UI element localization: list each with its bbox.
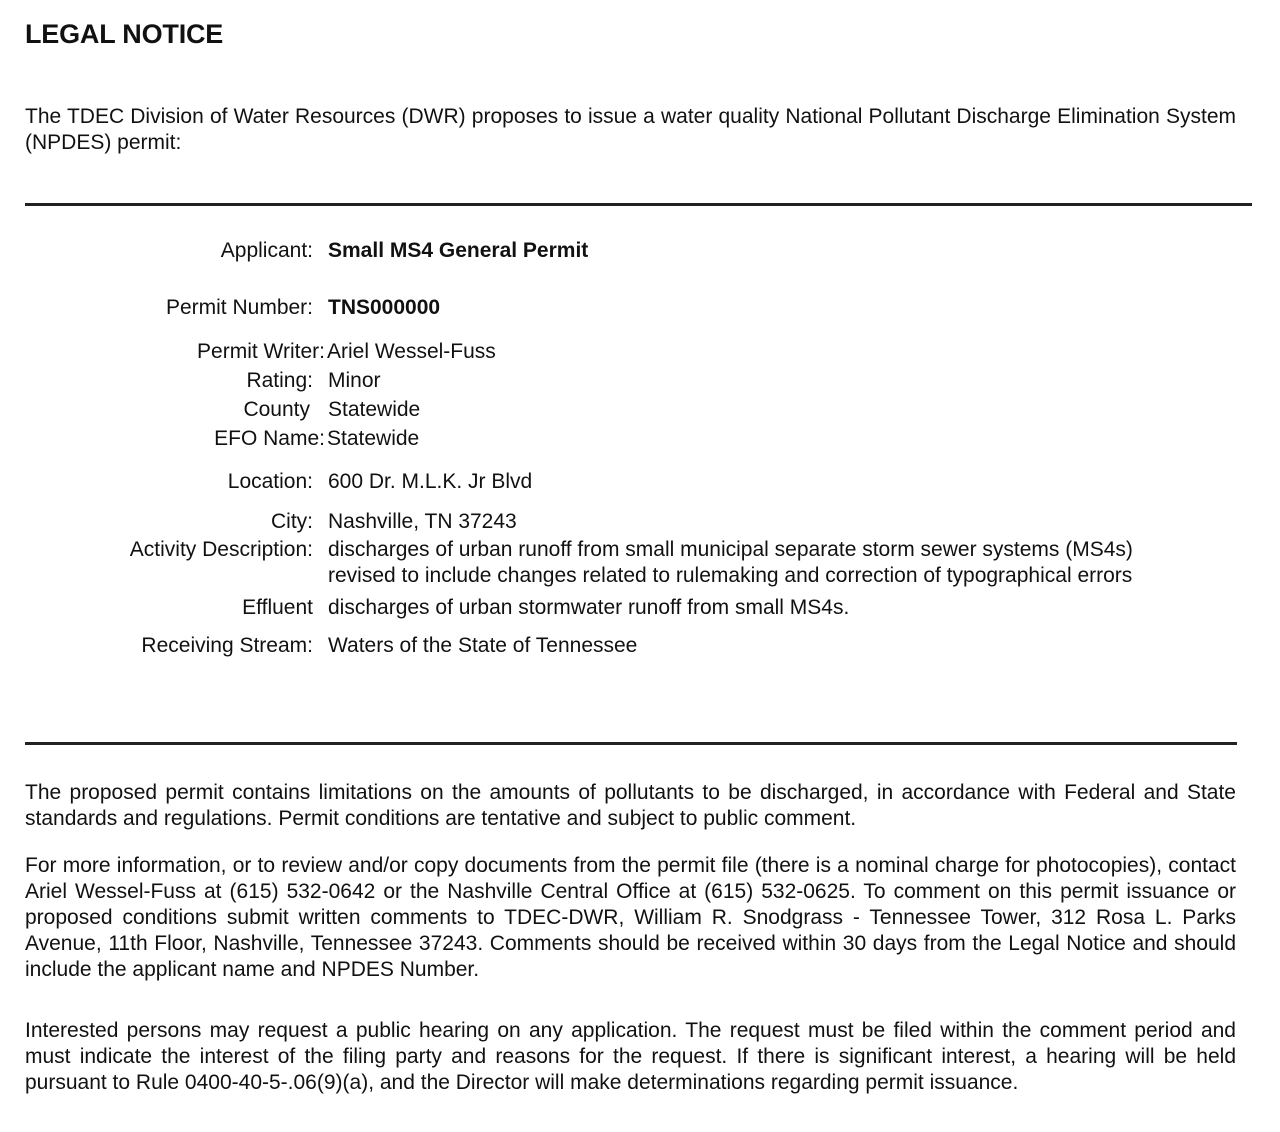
limitations-paragraph: The proposed permit contains limitations on the amounts of pollutants to be discharged, in accordance with Federal and State standards and regulations. Permit conditions are tentative and subject to public comment. [25, 781, 1236, 830]
hearing-paragraph: Interested persons may request a public hearing on any application. The request must be filed within the comment period and must indicate the interest of the filing party and reasons for the request. If there is significant interest, a hearing will be held pursuant to Rule 0400-40-5-.06(9)(a), and the Director will make determinations regarding permit issuance. [25, 1019, 1236, 1094]
page-title: LEGAL NOTICE [25, 19, 224, 49]
field-label: Permit Number: [165, 296, 313, 319]
field-value-line2: revised to include changes related to rulemaking and correction of typographical errors [328, 564, 1133, 587]
field-value: Nashville, TN 37243 [328, 510, 517, 533]
field-label: City: [271, 510, 313, 533]
bottom-divider [25, 742, 1237, 745]
field-value: Statewide [327, 427, 420, 450]
field-value: Statewide [328, 398, 421, 421]
field-label: County [243, 398, 310, 421]
field-value: Ariel Wessel-Fuss [327, 340, 496, 363]
field-value: TNS000000 [328, 296, 441, 319]
field-value: Small MS4 General Permit [328, 239, 589, 262]
intro-paragraph: The TDEC Division of Water Resources (DWR) proposes to issue a water quality National Pollutant Discharge Elimination System (NPDES) permit: [25, 105, 1236, 154]
contact-paragraph: For more information, or to review and/or copy documents from the permit file (there is a nominal charge for photocopies), contact Ariel Wessel-Fuss at (615) 532-0642 or the Nashville Central Office at (615) 532-0625. To comment on this permit issuance or proposed conditions submit written comments to TDEC-DWR, William R. Snodgrass - Tennessee Tower, 312 Rosa L. Parks Avenue, 11th Floor, Nashville, Tennessee 37243. Comments should be received within 30 days from the Legal Notice and should include the applicant name and NPDES Number. [25, 854, 1236, 981]
field-label: Rating: [246, 369, 313, 392]
field-label: Activity Description: [129, 538, 313, 561]
field-label: EFO Name: [214, 427, 325, 450]
field-label: Applicant: [220, 239, 313, 262]
field-value-line1: discharges of urban runoff from small municipal separate storm sewer systems (MS4s) [328, 538, 1133, 561]
field-label: Location: [227, 470, 313, 493]
field-label: Receiving Stream: [141, 634, 313, 657]
field-value: Minor [328, 369, 381, 392]
field-value: discharges of urban stormwater runoff from small MS4s. [328, 596, 850, 619]
field-value: Waters of the State of Tennessee [328, 634, 638, 657]
field-label: Effluent [242, 596, 313, 619]
field-label: Permit Writer: [197, 340, 325, 363]
top-divider [25, 203, 1252, 206]
field-value: 600 Dr. M.L.K. Jr Blvd [328, 470, 533, 493]
